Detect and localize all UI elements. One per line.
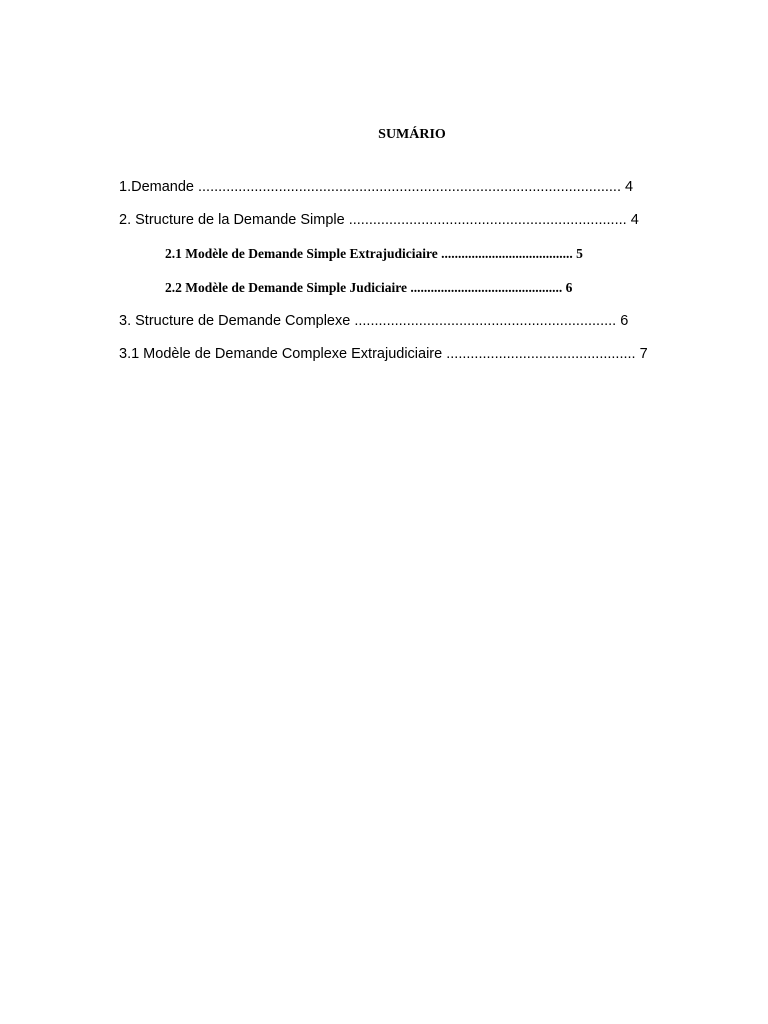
toc-entry-modele-complexe-extrajudiciaire: 3.1 Modèle de Demande Complexe Extrajudiciaire ............................................... 7	[119, 346, 648, 362]
toc-entry-structure-demande-simple: 2. Structure de la Demande Simple ..................................................................... 4	[119, 212, 639, 228]
toc-entry-structure-demande-complexe: 3. Structure de Demande Complexe ................................................................. 6	[119, 313, 629, 329]
toc-entry-demande: 1.Demande ......................................................................................................... 4	[119, 179, 634, 195]
toc-entry-modele-simple-extrajudiciaire: 2.1 Modèle de Demande Simple Extrajudiciaire ....................................... 5	[165, 246, 583, 261]
page-title: SUMÁRIO	[378, 127, 446, 142]
toc-entry-modele-simple-judiciaire: 2.2 Modèle de Demande Simple Judiciaire ............................................. 6	[165, 280, 573, 295]
